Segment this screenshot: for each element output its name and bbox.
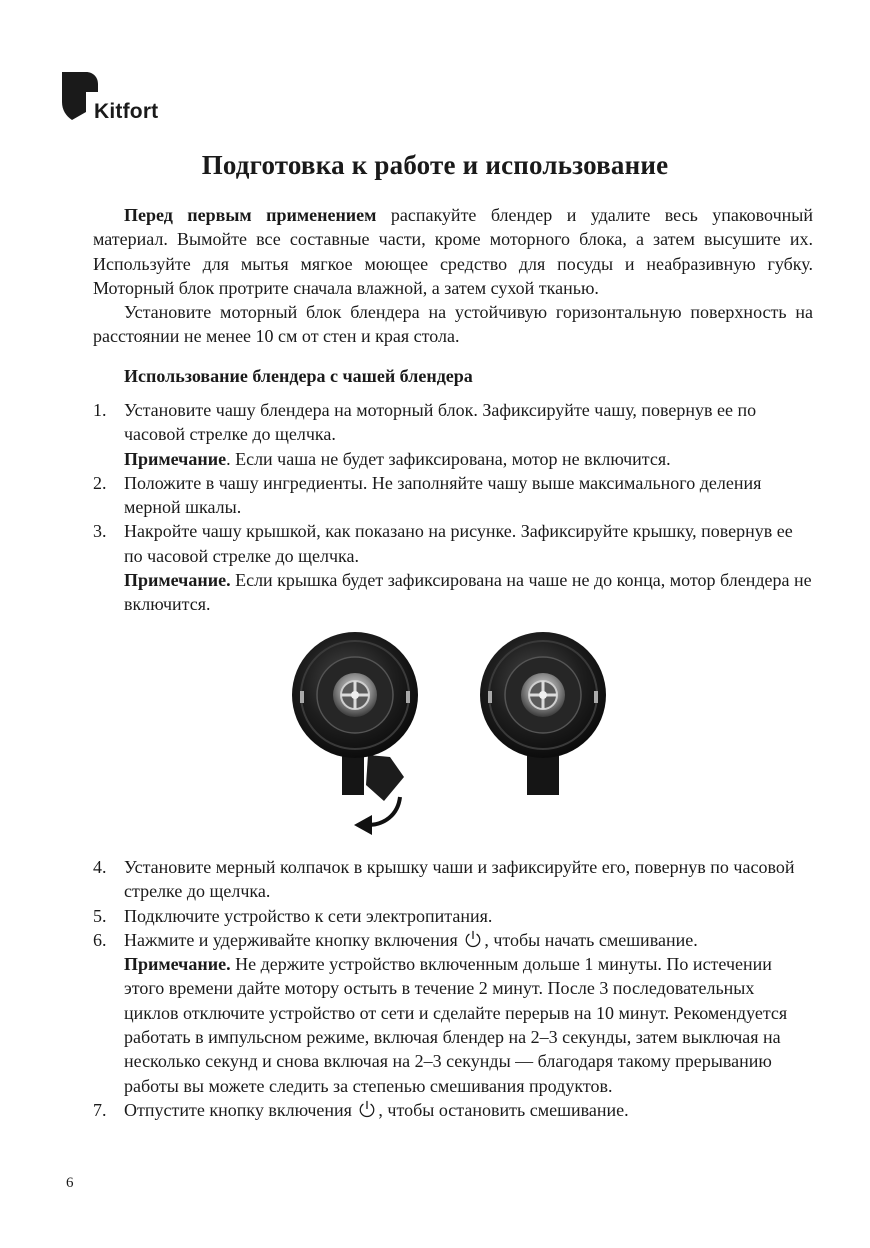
list-item: [93, 471, 813, 520]
list-item: [93, 928, 813, 1098]
list-item: [93, 519, 813, 616]
kitfort-logo: [60, 70, 180, 130]
steps-list-a: [93, 398, 813, 617]
step-text: Установите мерный колпачок в крышку чаши и зафиксируйте его, повернув по часовой стрелке до щелчка.: [124, 857, 795, 902]
intro-paragraph-1: [93, 203, 813, 300]
step-text: Установите чашу блендера на моторный блок. Зафиксируйте чашу, повернув ее по часовой стрелке до щелчка.: [124, 400, 757, 445]
step-number: 3.: [93, 521, 107, 542]
step-text: Отпустите кнопку включения: [124, 1099, 352, 1120]
step-number: 5.: [93, 905, 107, 926]
intro-paragraph-2: [93, 300, 813, 349]
intro-text: Установите моторный блок блендера на устойчивую горизонтальную поверхность на расстоянии не менее 10 см от стен и края стола.: [93, 302, 813, 347]
page-number: 6: [66, 1175, 74, 1191]
list-item: [93, 398, 813, 471]
note-text: Если крышка будет зафиксирована на чаше не до конца, мотор блендера не включится.: [124, 570, 812, 615]
brand-name: Kitfort: [94, 100, 159, 123]
rotation-arrow-icon: [368, 797, 400, 825]
steps-list-b: [93, 855, 813, 1122]
power-button-icon: [358, 1100, 376, 1118]
blender-lid-figure: [280, 625, 620, 840]
note-text: Не держите устройство включенным дольше 1 минуты. По истечении этого времени дайте мотору остыть в течение 2 минут. После 3 последовательных циклов отключите устройство от сети и сделайте перерыв на 10 минут. Рекомендуется работать в импульсном режиме, включая блендер на 2–3 секунды, затем выключая на несколько секунд и снова включая на 2–3 секунды — благодаря такому прерыванию работы вы можете следить за степенью смешивания продуктов.: [124, 954, 788, 1096]
intro-section: [93, 203, 813, 349]
section-heading: Использование блендера с чашей блендера: [124, 366, 473, 386]
lid-locked: [480, 632, 606, 795]
note-label: Примечание.: [124, 954, 231, 975]
step-number: 2.: [93, 472, 107, 493]
step-number: 7.: [93, 1099, 107, 1120]
step-number: 4.: [93, 857, 107, 877]
lid-unlocked: [292, 632, 418, 801]
list-item: [93, 855, 813, 904]
note-label: Примечание.: [124, 570, 231, 591]
page-title: Подготовка к работе и использование: [201, 150, 669, 180]
list-item: [93, 904, 813, 928]
intro-bold: Перед первым применением: [124, 205, 377, 225]
step-text-after: , чтобы начать смешивание.: [484, 929, 698, 950]
step-text-after: , чтобы остановить смешивание.: [378, 1099, 629, 1120]
blender-lid-locking-illustration: [280, 625, 620, 840]
step-number: 1.: [93, 400, 107, 420]
step-number: 6.: [93, 929, 107, 950]
step-text: Положите в чашу ингредиенты. Не заполняйте чашу выше максимального деления мерной шкалы.: [124, 472, 762, 518]
note-label: Примечание: [124, 448, 227, 469]
step-text: Нажмите и удерживайте кнопку включения: [124, 929, 458, 950]
step-text: Накройте чашу крышкой, как показано на рисунке. Зафиксируйте крышку, повернув ее по часовой стрелке до щелчка.: [124, 521, 793, 566]
power-button-icon: [464, 930, 482, 948]
list-item: [93, 1098, 813, 1122]
intro-text: распакуйте блендер и удалите весь упаковочный материал. Вымойте все составные части, кроме моторного блока, а затем высушите их. Используйте для мытья мягкое моющее средство для посуды и неабразивную губку. Моторный блок протрите сначала влажной, а затем сухой тканью.: [93, 205, 813, 298]
step-text: Подключите устройство к сети электропитания.: [124, 905, 493, 926]
note-text: . Если чаша не будет зафиксирована, мотор не включится.: [226, 448, 671, 469]
